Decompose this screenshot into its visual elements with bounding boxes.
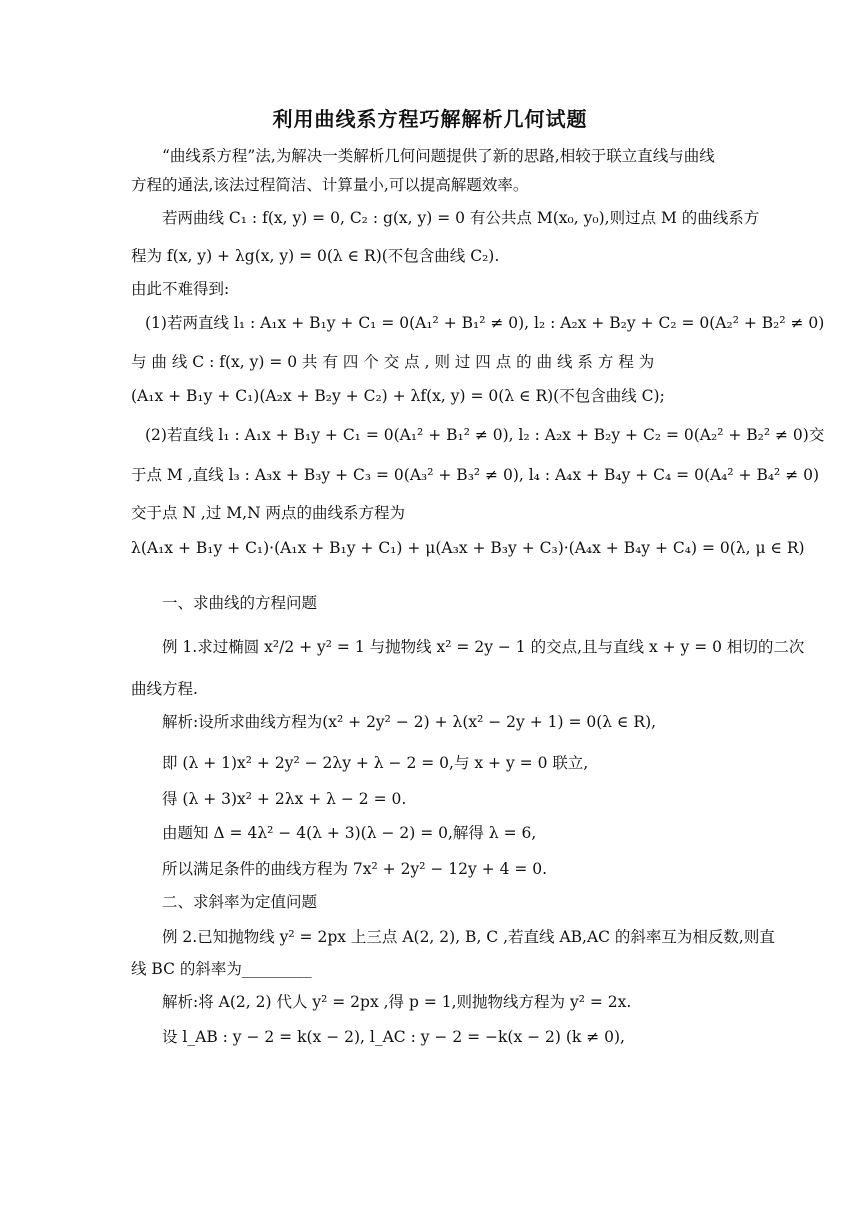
example-1-line-2: 曲线方程. [131,680,198,698]
solution-1-line-1: 解析:设所求曲线方程为(x² + 2y² − 2) + λ(x² − 2y + 1) = 0(λ ∈ R), [162,713,657,731]
case-1-line-1: (1)若两直线 l₁ : A₁x + B₁y + C₁ = 0(A₁² + B₁² ≠ 0), l₂ : A₂x + B₂y + C₂ = 0(A₂² + B₂² ≠ 0) [145,314,825,332]
solution-1-line-4: 由题知 Δ = 4λ² − 4(λ + 3)(λ − 2) = 0,解得 λ = 6, [162,824,537,842]
intro-paragraph-line-2: 方程的通法,该法过程简洁、计算量小,可以提高解题效率。 [131,176,529,194]
case-2-line-1: (2)若直线 l₁ : A₁x + B₁y + C₁ = 0(A₁² + B₁² ≠ 0), l₂ : A₂x + B₂y + C₂ = 0(A₂² + B₂² ≠ 0)交 [145,426,825,444]
section-2-heading: 二、求斜率为定值问题 [162,893,318,911]
case-2-formula: λ(A₁x + B₁y + C₁)·(A₁x + B₁y + C₁) + μ(A₃x + B₃y + C₃)·(A₄x + B₄y + C₄) = 0(λ, μ ∈ R) [131,539,805,557]
solution-1-line-3: 得 (λ + 3)x² + 2λx + λ − 2 = 0. [162,790,407,808]
case-2-line-3: 交于点 N ,过 M,N 两点的曲线系方程为 [131,504,406,522]
case-1-line-3: (A₁x + B₁y + C₁)(A₂x + B₂y + C₂) + λf(x, y) = 0(λ ∈ R)(不包含曲线 C); [131,387,665,405]
theorem-line-2: 程为 f(x, y) + λg(x, y) = 0(λ ∈ R)(不包含曲线 C₂). [131,247,500,265]
document-title: 利用曲线系方程巧解解析几何试题 [272,107,588,131]
solution-2-line-2: 设 l_AB : y − 2 = k(x − 2), l_AC : y − 2 = −k(x − 2) (k ≠ 0), [162,1028,625,1046]
theorem-line-1: 若两曲线 C₁ : f(x, y) = 0, C₂ : g(x, y) = 0 有公共点 M(x₀, y₀),则过点 M 的曲线系方 [162,209,760,227]
corollary-intro: 由此不难得到: [131,280,230,298]
example-2-line-2: 线 BC 的斜率为_________ [131,960,312,978]
intro-paragraph-line-1: “曲线系方程”法,为解决一类解析几何问题提供了新的思路,相较于联立直线与曲线 [162,147,715,165]
case-1-line-2: 与 曲 线 C : f(x, y) = 0 共 有 四 个 交 点 , 则 过 四 点 的 曲 线 系 方 程 为 [131,353,655,371]
case-2-line-2: 于点 M ,直线 l₃ : A₃x + B₃y + C₃ = 0(A₃² + B₃² ≠ 0), l₄ : A₄x + B₄y + C₄ = 0(A₄² + B₄² ≠ 0) [131,466,820,484]
example-1-line-1: 例 1.求过椭圆 x²/2 + y² = 1 与抛物线 x² = 2y − 1 的交点,且与直线 x + y = 0 相切的二次 [162,638,805,656]
solution-1-line-5: 所以满足条件的曲线方程为 7x² + 2y² − 12y + 4 = 0. [162,860,548,878]
example-2-line-1: 例 2.已知抛物线 y² = 2px 上三点 A(2, 2), B, C ,若直线 AB,AC 的斜率互为相反数,则直 [162,928,775,946]
solution-2-line-1: 解析:将 A(2, 2) 代人 y² = 2px ,得 p = 1,则抛物线方程为 y² = 2x. [162,993,632,1011]
solution-1-line-2: 即 (λ + 1)x² + 2y² − 2λy + λ − 2 = 0,与 x + y = 0 联立, [162,754,589,772]
section-1-heading: 一、求曲线的方程问题 [162,594,318,612]
